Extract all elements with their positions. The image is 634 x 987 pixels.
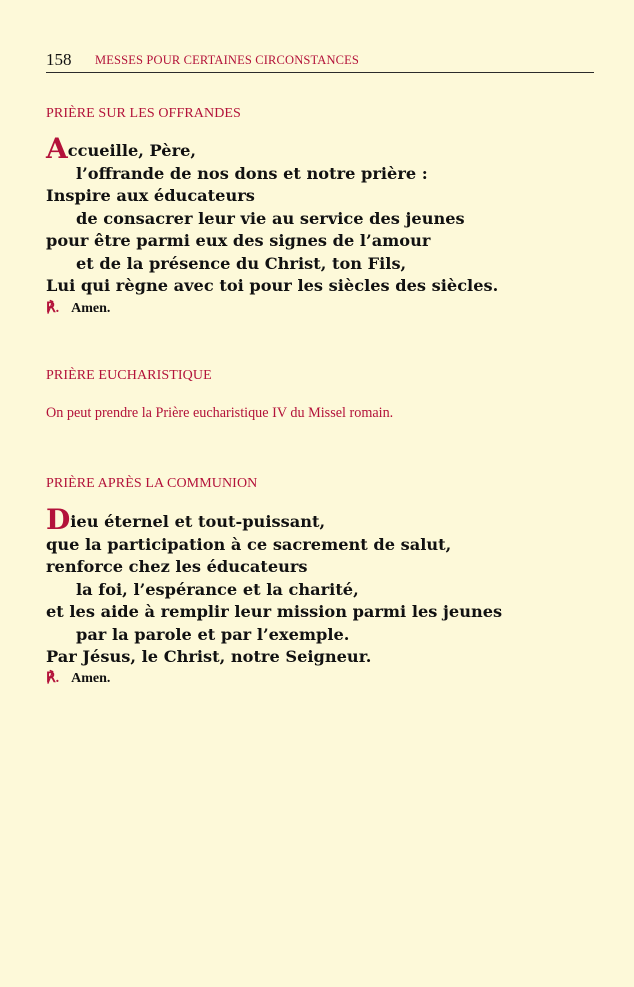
page-number: 158 [46, 50, 72, 69]
page-header [46, 50, 594, 73]
running-title: MESSES POUR CERTAINES CIRCONSTANCES [95, 53, 360, 67]
prayer-line: que la participation à ce sacrement de salut, [46, 534, 452, 554]
response-mark: ℟. [46, 671, 60, 686]
prayer-first-line [46, 503, 606, 536]
prayer-line: la foi, l’espérance et la charité, [76, 579, 359, 599]
prayer-communion [46, 503, 606, 669]
prayer-line-text: ieu éternel et tout-puissant, [70, 512, 326, 531]
response-mark: ℟. [46, 301, 60, 316]
dropcap: A [46, 132, 68, 165]
prayer-line: par la parole et par l’exemple. [76, 624, 350, 644]
section-heading-offrandes: PRIÈRE SUR LES OFFRANDES [46, 106, 241, 121]
prayer-line: et de la présence du Christ, ton Fils, [76, 253, 407, 273]
prayer-first-line [46, 132, 606, 165]
prayer-line: pour être parmi eux des signes de l’amour [46, 231, 431, 250]
prayer-line: l’offrande de nos dons et notre prière : [76, 163, 428, 183]
prayer-line: renforce chez les éducateurs [46, 557, 308, 576]
response-amen [46, 300, 110, 317]
prayer-line-text: ccueille, Père, [67, 141, 197, 160]
prayer-line: Inspire aux éducateurs [46, 186, 255, 205]
section-heading-eucharistique: PRIÈRE EUCHARISTIQUE [46, 368, 212, 383]
prayer-line: de consacrer leur vie au service des jeunes [76, 208, 465, 228]
response-text: Amen. [71, 671, 111, 686]
dropcap: D [46, 503, 71, 536]
prayer-offrandes [46, 132, 606, 298]
response-text: Amen. [71, 301, 111, 316]
section-heading-communion: PRIÈRE APRÈS LA COMMUNION [46, 476, 258, 491]
prayer-line: Lui qui règne avec toi pour les siècles des siècles. [46, 276, 499, 295]
rubric-note: On peut prendre la Prière eucharistique IV du Missel romain. [46, 405, 394, 421]
prayer-line: et les aide à remplir leur mission parmi les jeunes [46, 602, 503, 621]
response-amen [46, 670, 110, 687]
prayer-line: Par Jésus, le Christ, notre Seigneur. [46, 647, 372, 666]
